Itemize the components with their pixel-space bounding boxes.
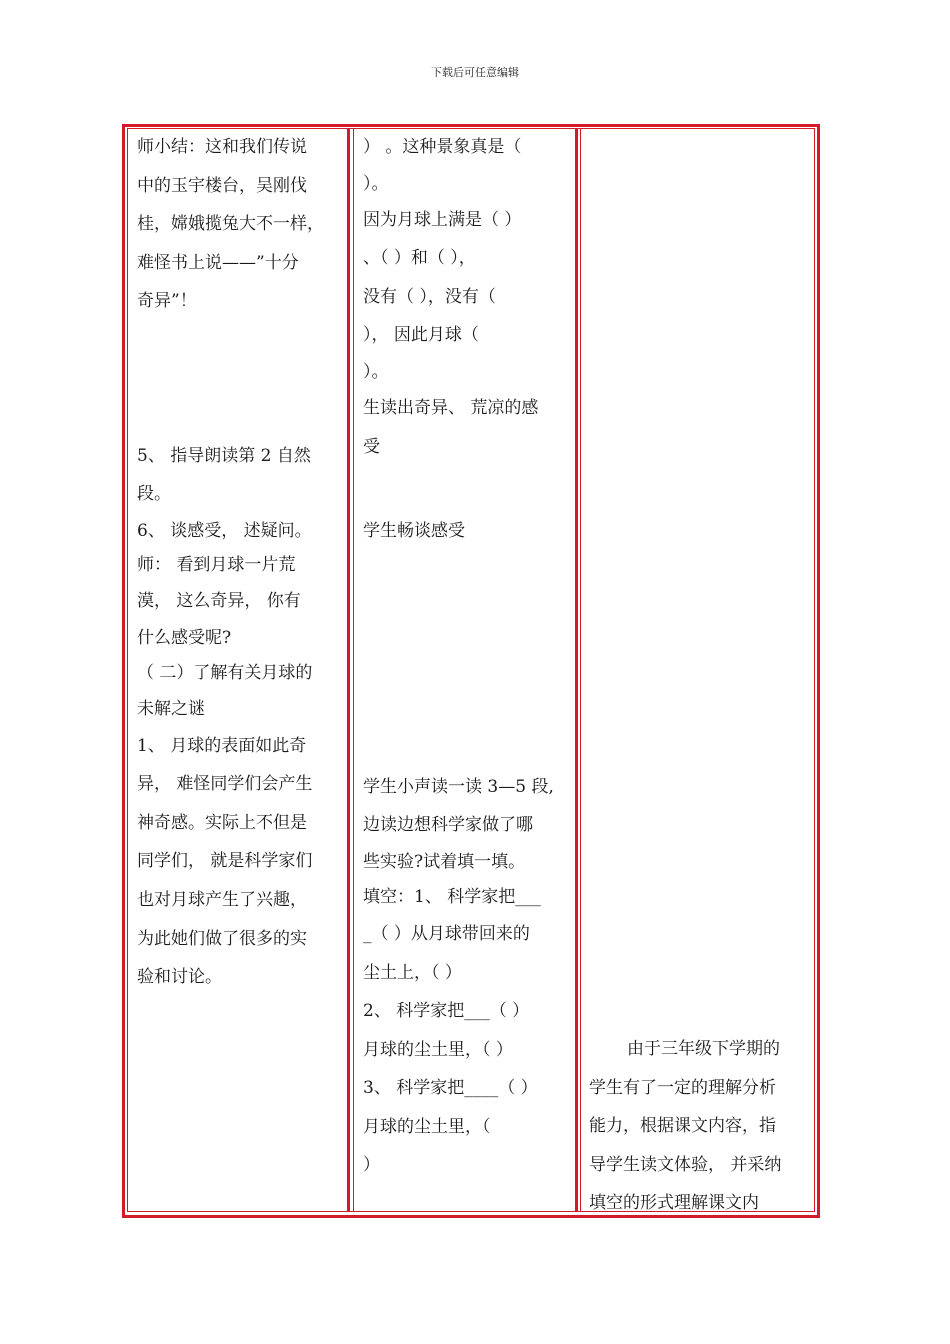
task-line: 些实验?试着填一填。 xyxy=(363,851,526,872)
page-header: 下载后可任意编辑 xyxy=(431,66,519,79)
item1-line: 1、 月球的表面如此奇 xyxy=(137,735,307,756)
item1-line: 同学们， 就是科学家们 xyxy=(137,851,313,872)
fill-blank-line: ）， 因此月球（ xyxy=(363,325,479,346)
fill-blank-line: 尘土上，（ ） xyxy=(363,962,462,983)
summary-line: 师小结：这和我们传说 xyxy=(137,137,307,157)
step5-line: 段。 xyxy=(137,484,171,505)
summary-line: 中的玉宇楼台，吴刚伐 xyxy=(137,175,307,196)
student-activity-column xyxy=(363,128,569,1185)
step5-line: 5、 指导朗读第 2 自然 xyxy=(137,445,311,466)
fill-blank-line: 月球的尘土里，（ ） xyxy=(363,1039,513,1060)
fill-blank-line: 没有（ ），没有（ xyxy=(363,286,496,307)
item1-line: 为此她们做了很多的实 xyxy=(137,928,307,949)
column-divider-1a xyxy=(347,128,350,1212)
task-line: 学生小声读一读 3—5 段, xyxy=(363,776,554,797)
talk-line: 学生畅谈感受 xyxy=(363,521,465,542)
fill-blank-line: ） xyxy=(363,1155,380,1176)
step6-line: 6、 谈感受， 述疑问。 xyxy=(137,520,312,541)
note-line: 由于三年级下学期的 xyxy=(627,1039,780,1059)
read-aloud-line: 生读出奇异、 荒凉的感 xyxy=(363,397,539,418)
fill-blank-line: 3、 科学家把____（ ） xyxy=(363,1078,538,1099)
item1-line: 异， 难怪同学们会产生 xyxy=(137,774,313,795)
summary-line: 奇异”！ xyxy=(137,291,197,312)
summary-line: 桂，嫦娥揽兔大不一样， xyxy=(137,214,324,235)
part2-heading: 未解之谜 xyxy=(137,698,205,719)
fill-blank-line: ）。 xyxy=(363,173,389,194)
item1-line: 验和讨论。 xyxy=(137,967,222,988)
part2-heading: （ 二）了解有关月球的 xyxy=(137,662,313,683)
fill-blank-line: _（ ）从月球带回来的 xyxy=(363,923,530,944)
summary-line: 难怪书上说——”十分 xyxy=(137,252,299,273)
column-divider-2b xyxy=(580,128,581,1212)
column-divider-1b xyxy=(353,128,354,1212)
item1-line: 也对月球产生了兴趣， xyxy=(137,889,307,910)
fill-blank-line: 因为月球上满是（ ） xyxy=(363,209,522,230)
task-line: 边读边想科学家做了哪 xyxy=(363,815,533,836)
read-aloud-line: 受 xyxy=(363,436,380,457)
fill-blank-line: 、（ ）和（ ）， xyxy=(363,248,476,269)
fill-blank-line: 填空：1、 科学家把___ xyxy=(363,886,541,907)
fill-blank-line: 2、 科学家把___（ ） xyxy=(363,1001,530,1022)
item1-line: 神奇感。实际上不但是 xyxy=(137,812,307,833)
note-line: 导学生读文体验， 并采纳 xyxy=(589,1154,782,1175)
step6-line: 什么感受呢? xyxy=(137,627,232,648)
teacher-activity-column xyxy=(137,128,343,997)
note-line: 能力，根据课文内容，指 xyxy=(589,1116,776,1137)
note-line: 填空的形式理解课文内 xyxy=(589,1193,759,1214)
step6-line: 师： 看到月球一片荒 xyxy=(137,554,296,575)
fill-blank-line: 月球的尘土里，（ xyxy=(363,1116,491,1137)
fill-blank-line: ）。 xyxy=(363,361,389,382)
fill-blank-line: ） 。这种景象真是（ xyxy=(363,137,522,157)
column-divider-2a xyxy=(575,128,578,1212)
note-line: 学生有了一定的理解分析 xyxy=(589,1077,776,1098)
step6-line: 漠， 这么奇异， 你有 xyxy=(137,590,301,611)
design-note-column xyxy=(589,1030,809,1223)
